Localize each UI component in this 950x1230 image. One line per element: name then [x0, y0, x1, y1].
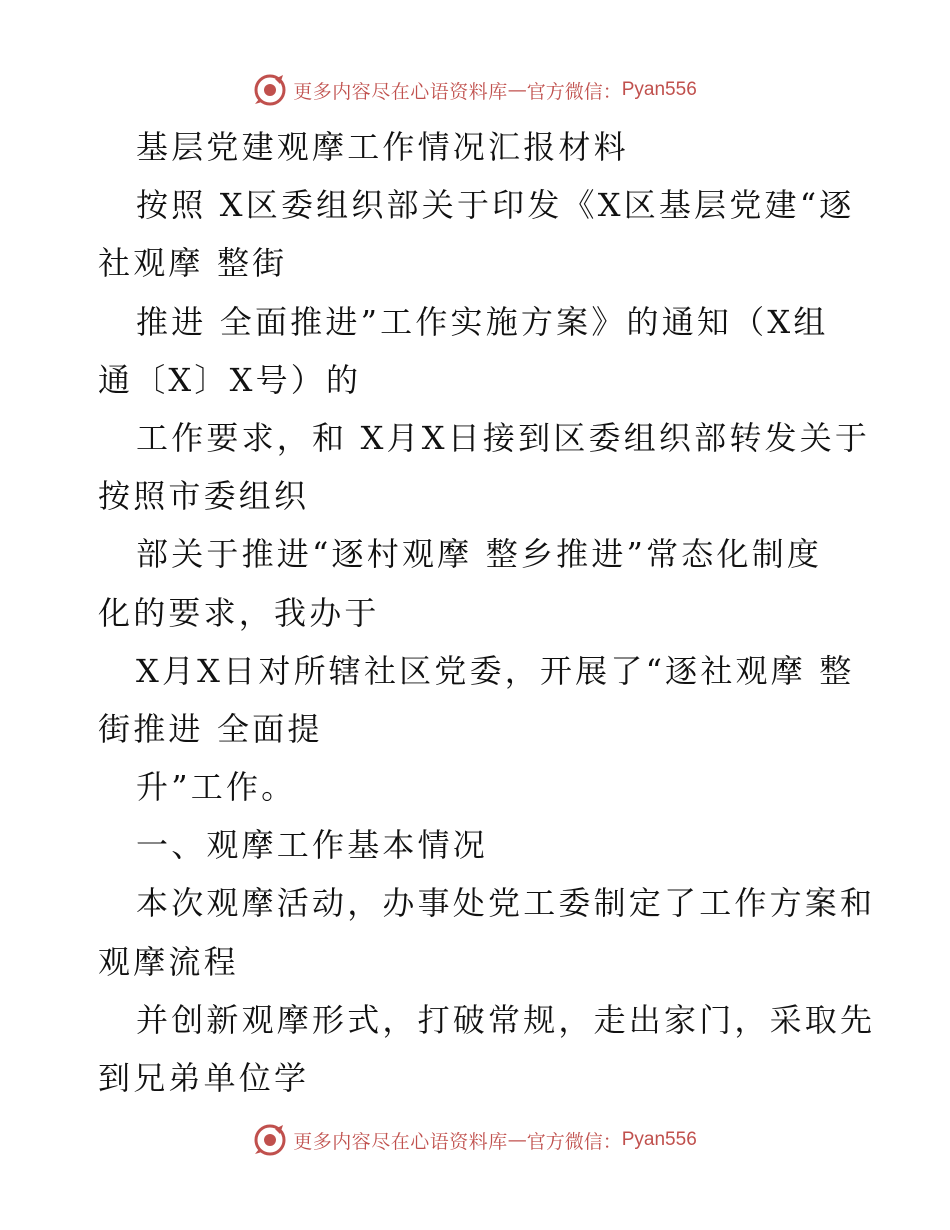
paragraph-line: 并创新观摩形式，打破常规，走出家门，采取先 [136, 1000, 876, 1039]
pen-circle-logo-icon [253, 73, 287, 107]
paragraph-line: X月X日对所辖社区党委，开展了“逐社观摩 整 [136, 651, 855, 690]
paragraph-line: 升”工作。 [136, 768, 297, 807]
paragraph-line: 社观摩 整街 [98, 244, 288, 283]
paragraph-line: 本次观摩活动，办事处党工委制定了工作方案和 [136, 884, 876, 923]
header-banner [0, 70, 950, 110]
paragraph-line: 按照 X区委组织部关于印发《X区基层党建“逐 [136, 186, 855, 225]
header-slogan: 更多内容尽在心语资料库 [293, 80, 508, 103]
footer-slogan: 更多内容尽在心语资料库 [293, 1130, 508, 1153]
header-wechat-label: 官方微信： [526, 80, 622, 103]
paragraph-line: 推进 全面推进”工作实施方案》的通知（X组 [136, 302, 829, 341]
paragraph-line: 通〔X〕X号）的 [98, 360, 362, 399]
footer-wechat-id: Pyan556 [621, 1129, 697, 1150]
section-heading: 一、观摩工作基本情况 [136, 826, 489, 865]
footer-banner [0, 1120, 950, 1160]
pen-circle-logo-icon [253, 1123, 287, 1157]
header-wechat-id: Pyan556 [621, 79, 697, 100]
paragraph-line: 化的要求，我办于 [98, 593, 380, 632]
paragraph-line: 按照市委组织 [98, 477, 310, 516]
footer-wechat-label: 官方微信： [526, 1130, 622, 1153]
footer-dash: — [507, 1129, 527, 1151]
paragraph-line: 街推进 全面提 [98, 709, 323, 748]
document-body [98, 118, 876, 1107]
paragraph-line: 到兄弟单位学 [98, 1059, 310, 1097]
doc-title: 基层党建观摩工作情况汇报材料 [136, 128, 629, 166]
paragraph-line: 部关于推进“逐村观摩 整乡推进”常态化制度 [136, 535, 823, 574]
paragraph-line: 观摩流程 [98, 942, 239, 981]
paragraph-line: 工作要求，和 X月X日接到区委组织部转发关于 [136, 418, 871, 457]
header-dash: — [507, 79, 527, 101]
